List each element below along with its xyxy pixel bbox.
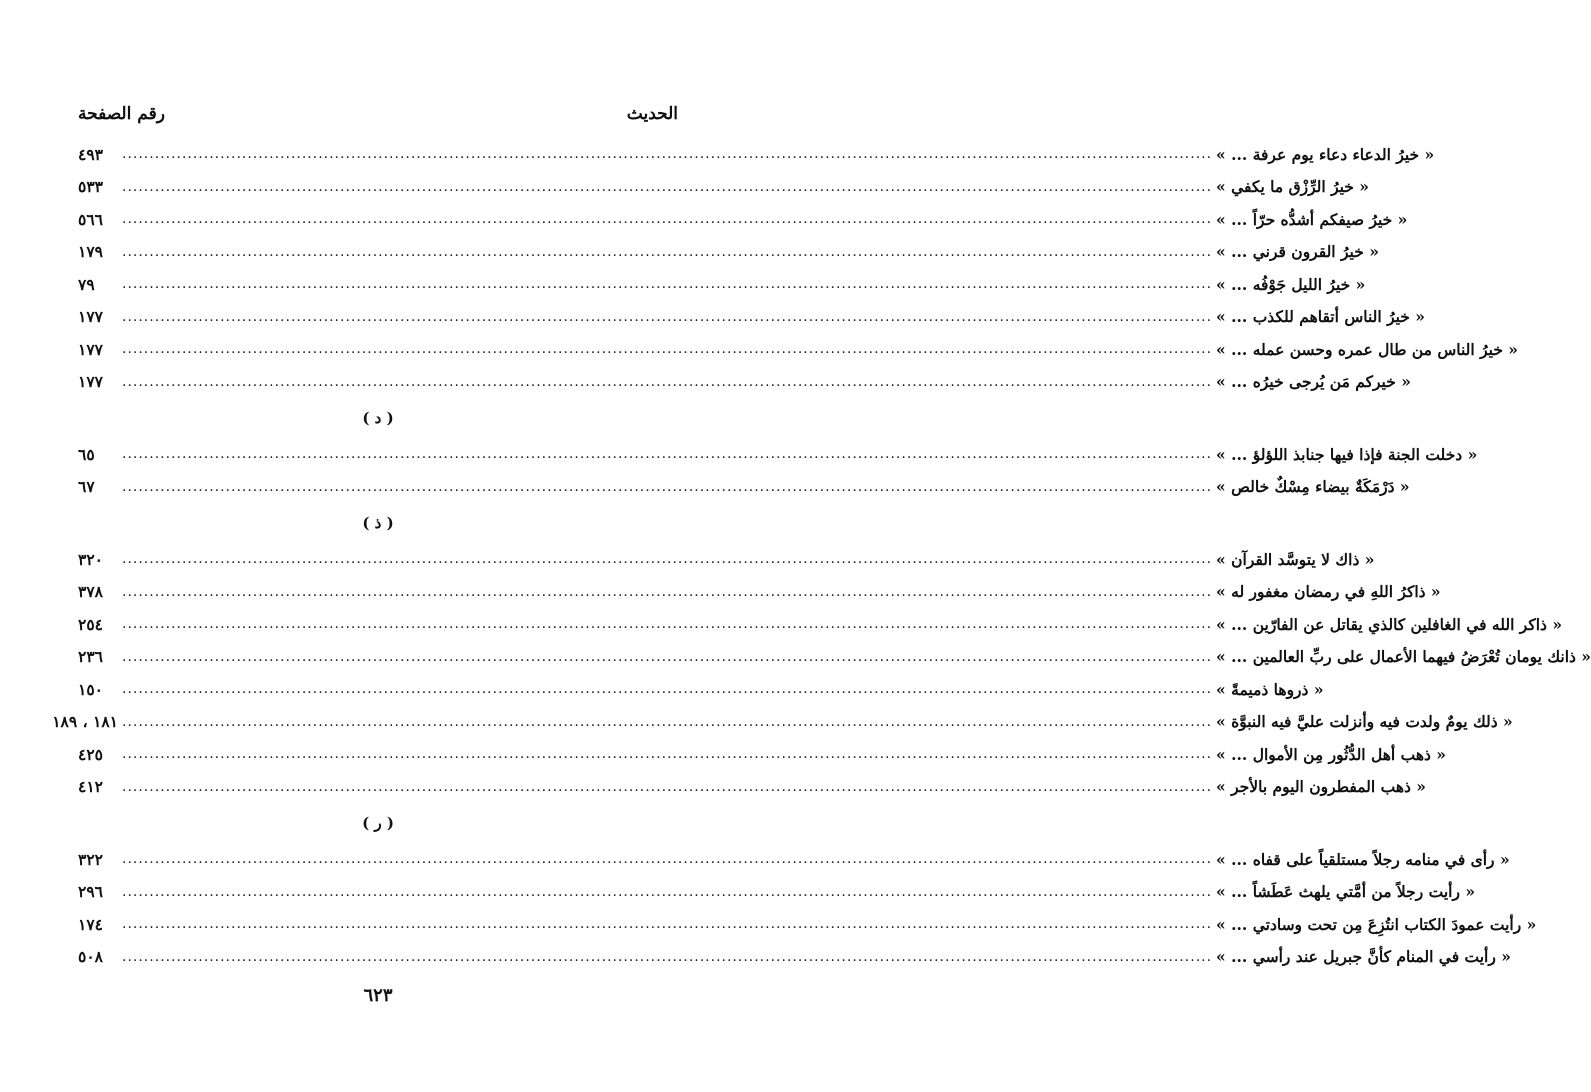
index-entry bbox=[78, 843, 1510, 876]
entry-hadith-text: « رأيت في المنام كأنَّ جبريل عند رأسي ... » bbox=[1216, 947, 1511, 967]
section-heading: ( ذ ) bbox=[362, 514, 394, 532]
dot-leader: ........................................................................................................................................................................................................ bbox=[122, 211, 1213, 228]
dot-leader: ........................................................................................................................................................................................................ bbox=[122, 583, 1213, 600]
dot-leader: ........................................................................................................................................................................................................ bbox=[122, 146, 1213, 163]
entry-page-number: ٧٩ bbox=[78, 274, 95, 294]
index-entry bbox=[78, 641, 1591, 674]
entry-hadith-text: « خيرُ الليل جَوْفُه ... » bbox=[1216, 274, 1366, 294]
entry-page-number: ٣٢٢ bbox=[78, 849, 103, 869]
hadith-column-heading: الحديث bbox=[626, 104, 678, 124]
page-number-column-heading: رقم الصفحة bbox=[78, 104, 165, 124]
entry-hadith-text: « ذاكر الله في الغافلين كالذي يقاتل عن الفارّين ... » bbox=[1216, 614, 1563, 634]
entry-page-number: ١٧٧ bbox=[78, 339, 103, 359]
dot-leader: ........................................................................................................................................................................................................ bbox=[122, 276, 1213, 293]
dot-leader: ........................................................................................................................................................................................................ bbox=[122, 681, 1213, 698]
entry-hadith-text: « رأى في منامه رجلاً مستلقياً على قفاه ... » bbox=[1216, 849, 1510, 869]
index-entry bbox=[78, 941, 1511, 974]
index-entry bbox=[78, 268, 1366, 301]
entry-hadith-text: « خيرُ الناس أتقاهم للكذب ... » bbox=[1216, 307, 1425, 327]
entry-hadith-text: « ذلك يومٌ ولدت فيه وأنزلت عليَّ فيه النبوَّة » bbox=[1216, 712, 1513, 732]
dot-leader: ........................................................................................................................................................................................................ bbox=[122, 446, 1213, 463]
dot-leader: ........................................................................................................................................................................................................ bbox=[122, 778, 1213, 795]
dot-leader: ........................................................................................................................................................................................................ bbox=[122, 916, 1213, 933]
index-entry bbox=[78, 876, 1476, 909]
page-number: ٦٢٣ bbox=[363, 985, 393, 1006]
index-entry bbox=[78, 471, 1410, 504]
index-entry bbox=[52, 706, 1513, 739]
entry-page-number: ٤٢٥ bbox=[78, 744, 103, 764]
entry-page-number: ٤٩٣ bbox=[78, 144, 103, 164]
entry-hadith-text: « خيرُ الدعاء دعاء يوم عرفة ... » bbox=[1216, 144, 1435, 164]
entry-page-number: ٢٥٤ bbox=[78, 614, 103, 634]
index-entry bbox=[78, 138, 1435, 171]
entry-hadith-text: « ذاكرُ اللهِ في رمضان مغفور له » bbox=[1216, 582, 1441, 602]
section-heading: ( ر ) bbox=[362, 814, 394, 832]
dot-leader: ........................................................................................................................................................................................................ bbox=[122, 341, 1213, 358]
dot-leader: ........................................................................................................................................................................................................ bbox=[122, 713, 1213, 730]
entry-page-number: ٥٠٨ bbox=[78, 947, 103, 967]
entry-hadith-text: « ذروها ذميمةً » bbox=[1216, 679, 1324, 699]
entry-page-number: ٤١٢ bbox=[78, 777, 103, 797]
dot-leader: ........................................................................................................................................................................................................ bbox=[122, 243, 1213, 260]
entry-page-number: ١٧٧ bbox=[78, 307, 103, 327]
index-entry bbox=[78, 771, 1426, 804]
entry-hadith-text: « خيرُ صيفكم أشدُّه حرّاً ... » bbox=[1216, 209, 1408, 229]
index-entry bbox=[78, 608, 1563, 641]
index-entry bbox=[78, 366, 1411, 399]
entry-hadith-text: « ذانك يومان تُعْرَضُ فيهما الأعمال على ربِّ العالمين ... » bbox=[1216, 647, 1591, 667]
dot-leader: ........................................................................................................................................................................................................ bbox=[122, 851, 1213, 868]
hadith-index-list bbox=[52, 138, 1591, 973]
index-entry bbox=[78, 301, 1425, 334]
entry-hadith-text: « ذهب أهل الدُّثُور مِن الأموال ... » bbox=[1216, 744, 1446, 764]
dot-leader: ........................................................................................................................................................................................................ bbox=[122, 178, 1213, 195]
index-entry bbox=[78, 171, 1369, 204]
dot-leader: ........................................................................................................................................................................................................ bbox=[122, 308, 1213, 325]
entry-page-number: ١٥٠ bbox=[78, 679, 103, 699]
dot-leader: ........................................................................................................................................................................................................ bbox=[122, 648, 1213, 665]
entry-hadith-text: « خيرُ القرون قرني ... » bbox=[1216, 242, 1379, 262]
index-entry bbox=[78, 438, 1478, 471]
entry-page-number: ٣٧٨ bbox=[78, 582, 103, 602]
entry-hadith-text: « ذهب المفطرون اليوم بالأجر » bbox=[1216, 777, 1426, 797]
dot-leader: ........................................................................................................................................................................................................ bbox=[122, 373, 1213, 390]
index-entry bbox=[78, 576, 1441, 609]
index-entry bbox=[78, 673, 1324, 706]
entry-hadith-text: « خيركم مَن يُرجى خيرُه ... » bbox=[1216, 372, 1411, 392]
index-entry bbox=[78, 543, 1375, 576]
entry-hadith-text: « دخلت الجنة فإذا فيها جنابذ اللؤلؤ ... » bbox=[1216, 444, 1478, 464]
entry-hadith-text: « خيرُ الرِّزْق ما يكفي » bbox=[1216, 177, 1369, 197]
entry-page-number: ١٨١ ، ١٨٩ bbox=[52, 712, 118, 732]
page-header bbox=[78, 100, 678, 128]
dot-leader: ........................................................................................................................................................................................................ bbox=[122, 883, 1213, 900]
entry-page-number: ١٧٤ bbox=[78, 914, 103, 934]
entry-hadith-text: « خيرُ الناس من طال عمره وحسن عمله ... » bbox=[1216, 339, 1518, 359]
entry-page-number: ١٧٩ bbox=[78, 242, 103, 262]
dot-leader: ........................................................................................................................................................................................................ bbox=[122, 478, 1213, 495]
section-heading: ( د ) bbox=[362, 409, 394, 427]
entry-page-number: ٢٣٦ bbox=[78, 647, 103, 667]
entry-page-number: ٥٦٦ bbox=[78, 209, 103, 229]
dot-leader: ........................................................................................................................................................................................................ bbox=[122, 551, 1213, 568]
index-entry bbox=[78, 203, 1408, 236]
entry-hadith-text: « رأيت عمودَ الكتاب انتُزِعَ مِن تحت وسادتي ... » bbox=[1216, 914, 1537, 934]
index-entry bbox=[78, 236, 1379, 269]
entry-page-number: ٥٣٣ bbox=[78, 177, 103, 197]
entry-hadith-text: « ذاك لا يتوسَّد القرآن » bbox=[1216, 549, 1375, 569]
entry-page-number: ٦٥ bbox=[78, 444, 95, 464]
dot-leader: ........................................................................................................................................................................................................ bbox=[122, 948, 1213, 965]
entry-page-number: ٢٩٦ bbox=[78, 882, 103, 902]
entry-page-number: ٦٧ bbox=[78, 477, 95, 497]
index-entry bbox=[78, 333, 1518, 366]
index-entry bbox=[78, 738, 1446, 771]
entry-page-number: ٣٢٠ bbox=[78, 549, 103, 569]
dot-leader: ........................................................................................................................................................................................................ bbox=[122, 746, 1213, 763]
entry-page-number: ١٧٧ bbox=[78, 372, 103, 392]
entry-hadith-text: « رأيت رجلاً من أمَّتي يلهث عَطَشاً ... » bbox=[1216, 882, 1476, 902]
dot-leader: ........................................................................................................................................................................................................ bbox=[122, 616, 1213, 633]
index-entry bbox=[78, 908, 1537, 941]
entry-hadith-text: « دَرْمَكَةٌ بيضاء مِسْكٌ خالص » bbox=[1216, 477, 1410, 497]
